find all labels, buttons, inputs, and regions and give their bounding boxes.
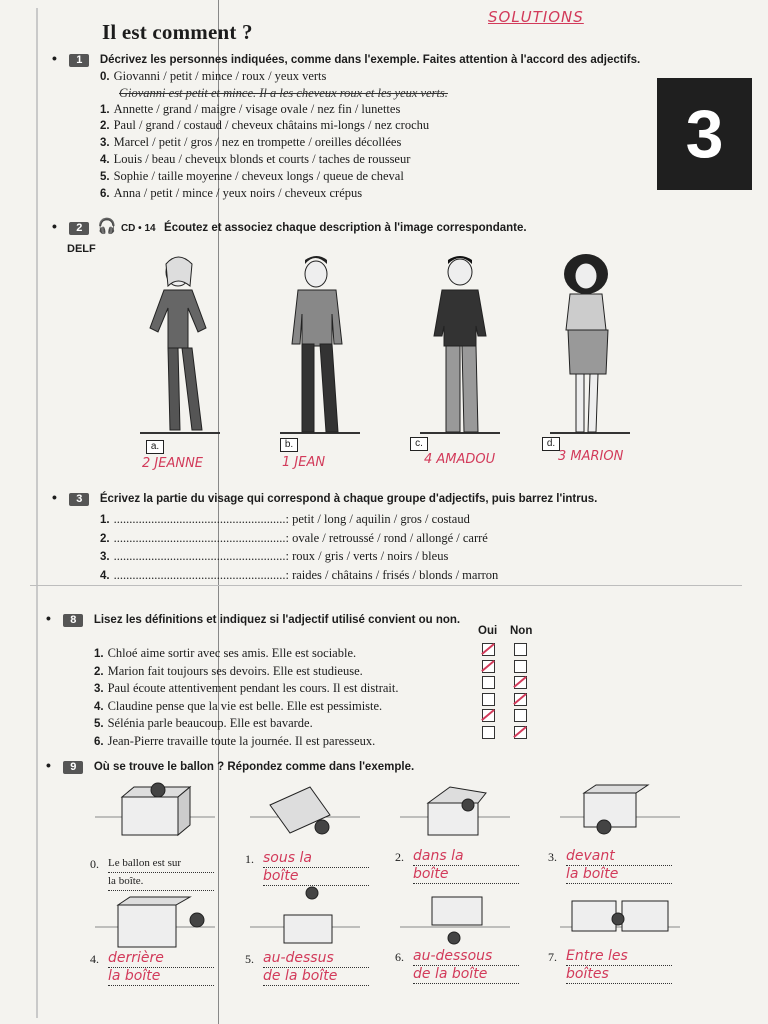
checkbox-oui[interactable] bbox=[482, 726, 495, 739]
answer-field[interactable] bbox=[108, 950, 214, 986]
figure-a-drawing bbox=[140, 257, 220, 434]
answer-line-1: dans la bbox=[413, 848, 519, 866]
exercise-number-badge: 9 bbox=[63, 761, 83, 774]
exercise-8-list bbox=[94, 645, 474, 751]
figure-b-drawing bbox=[280, 256, 360, 434]
list-item: 6. Jean-Pierre travaille toute la journée. Il est paresseux. bbox=[94, 733, 376, 748]
checkbox-oui[interactable] bbox=[482, 676, 495, 689]
figure-b-answer: 1 JEAN bbox=[282, 455, 326, 470]
left-margin-rule bbox=[36, 8, 38, 1018]
exercise-2-header bbox=[52, 217, 527, 236]
section-divider bbox=[30, 585, 742, 586]
exercise-instruction: Où se trouve le ballon ? Répondez comme dans l'exemple. bbox=[93, 761, 415, 773]
exercise-3-list bbox=[100, 511, 660, 585]
list-item: 5. Sélénia parle beaucoup. Elle est bavarde. bbox=[94, 716, 313, 731]
exercise-number-badge: 8 bbox=[63, 614, 83, 627]
exercise-instruction: Décrivez les personnes indiquées, comme dans l'exemple. Faites attention à l'accord des adjectifs. bbox=[99, 54, 641, 66]
exercise-8-header bbox=[46, 610, 460, 628]
figure-d-answer: 3 MARION bbox=[558, 449, 624, 464]
exercise-number-badge: 1 bbox=[69, 54, 89, 67]
list-item: 6. Anna / petit / mince / yeux noirs / cheveux crépus bbox=[100, 185, 363, 200]
list-item: 5. Sophie / taille moyenne / cheveux longs / queue de cheval bbox=[100, 168, 404, 183]
list-item: 3. .......................................................: roux / gris / verts / noirs / bleus bbox=[100, 549, 449, 563]
list-item: 4. .......................................................: raides / châtains / frisés / blonds / marron bbox=[100, 567, 499, 582]
figure-d-label: d. bbox=[542, 437, 560, 451]
exercise-instruction: Écoutez et associez chaque description à l'image correspondante. bbox=[164, 222, 527, 234]
list-item: 2. Paul / grand / costaud / cheveux châtains mi-longs / nez crochu bbox=[100, 118, 430, 133]
bullet-icon: • bbox=[52, 218, 57, 234]
answer-line-1: sous la bbox=[263, 850, 369, 868]
exercise-instruction: Écrivez la partie du visage qui correspond à chaque groupe d'adjectifs, puis barrez l'intrus. bbox=[99, 493, 598, 505]
figure-a-answer: 2 JEANNE bbox=[142, 456, 204, 471]
figure-d-drawing bbox=[550, 254, 630, 434]
figure-c-label: c. bbox=[410, 437, 428, 451]
exercise-1-header bbox=[52, 50, 640, 68]
answer-line-1: devant bbox=[566, 848, 672, 866]
exercise-instruction: Lisez les définitions et indiquez si l'adjectif utilisé convient ou non. bbox=[93, 614, 461, 626]
item-number: 3. bbox=[548, 850, 557, 864]
list-item: 1. Chloé aime sortir avec ses amis. Elle est sociable. bbox=[94, 646, 357, 660]
answer-field[interactable] bbox=[263, 950, 369, 986]
list-item: 0. Giovanni / petit / mince / roux / yeux verts bbox=[100, 69, 327, 83]
checkbox-non[interactable] bbox=[514, 709, 527, 722]
column-oui: Oui bbox=[478, 625, 498, 637]
figure-c-answer: 4 AMADOU bbox=[424, 452, 496, 467]
answer-line-2: de la boîte bbox=[263, 968, 369, 986]
example-answer: Giovanni est petit et mince. Il a les cheveux roux et les yeux verts. bbox=[119, 85, 448, 100]
answer-line-2: la boîte. bbox=[108, 873, 214, 891]
checkbox-non[interactable] bbox=[514, 660, 527, 673]
answer-line-2: boîtes bbox=[566, 966, 672, 984]
bullet-icon: • bbox=[52, 50, 57, 66]
answer-line-2: boîte bbox=[413, 866, 519, 884]
list-item: 3. Marcel / petit / gros / nez en trompette / oreilles décollées bbox=[100, 135, 402, 150]
exercise-1-list bbox=[100, 69, 640, 202]
item-number: 1. bbox=[245, 852, 254, 866]
cd-track-label: CD • 14 bbox=[120, 223, 156, 234]
handwritten-solutions-note: SOLUTIONS bbox=[488, 8, 584, 26]
answer-line-1: au-dessous bbox=[413, 948, 519, 966]
answer-line-2: la boîte bbox=[566, 866, 672, 884]
figure-b-label: b. bbox=[280, 438, 298, 452]
bullet-icon: • bbox=[52, 489, 57, 505]
bullet-icon: • bbox=[46, 757, 51, 773]
item-number: 2. bbox=[395, 850, 404, 864]
item-number: 4. bbox=[90, 952, 99, 966]
checkbox-oui[interactable] bbox=[482, 693, 495, 706]
unit-number-tab: 3 bbox=[657, 78, 752, 190]
list-item: 4. Louis / beau / cheveux blonds et courts / taches de rousseur bbox=[100, 151, 411, 166]
answer-line-2: boîte bbox=[263, 868, 369, 886]
answer-line-2: de la boîte bbox=[413, 966, 519, 984]
item-number: 0. bbox=[90, 857, 99, 871]
exercise-9-header bbox=[46, 757, 414, 775]
headphones-icon: 🎧 bbox=[97, 218, 117, 235]
column-non: Non bbox=[510, 625, 533, 637]
item-number: 7. bbox=[548, 950, 557, 964]
answer-field[interactable] bbox=[566, 948, 672, 984]
list-item: 4. Claudine pense que la vie est belle. Elle est pessimiste. bbox=[94, 698, 383, 713]
list-item: 2. Marion fait toujours ses devoirs. Elle est studieuse. bbox=[94, 663, 363, 678]
list-item: 3. Paul écoute attentivement pendant les cours. Il est distrait. bbox=[94, 681, 399, 696]
list-item: 2. .......................................................: ovale / retroussé / rond / allongé / carré bbox=[100, 530, 488, 545]
item-number: 6. bbox=[395, 950, 404, 964]
figure-c-drawing bbox=[420, 256, 500, 434]
answer-field[interactable] bbox=[413, 848, 519, 884]
answer-line-1: Entre les bbox=[566, 948, 672, 966]
answer-line-1: derrière bbox=[108, 950, 214, 968]
answer-line-2: la boîte bbox=[108, 968, 214, 986]
answer-line-1: Le ballon est sur bbox=[108, 855, 214, 873]
answer-field[interactable] bbox=[108, 855, 214, 891]
character-illustrations bbox=[130, 252, 650, 452]
item-number: 5. bbox=[245, 952, 254, 966]
figure-a-label: a. bbox=[146, 440, 164, 454]
exercise-number-badge: 3 bbox=[69, 493, 89, 506]
answer-field[interactable] bbox=[413, 948, 519, 984]
list-item: 1. Annette / grand / maigre / visage ovale / nez fin / lunettes bbox=[100, 101, 401, 116]
page-title: Il est comment ? bbox=[102, 20, 253, 44]
exercise-3-header bbox=[52, 489, 597, 507]
delf-tag: DELF bbox=[67, 243, 96, 255]
answer-line-1: au-dessus bbox=[263, 950, 369, 968]
bullet-icon: • bbox=[46, 610, 51, 626]
list-item: 1. .......................................................: petit / long / aquilin / gros / costaud bbox=[100, 512, 470, 526]
answer-field[interactable] bbox=[566, 848, 672, 884]
exercise-number-badge: 2 bbox=[69, 222, 89, 235]
answer-field[interactable] bbox=[263, 850, 369, 886]
checkbox-non[interactable] bbox=[514, 643, 527, 656]
